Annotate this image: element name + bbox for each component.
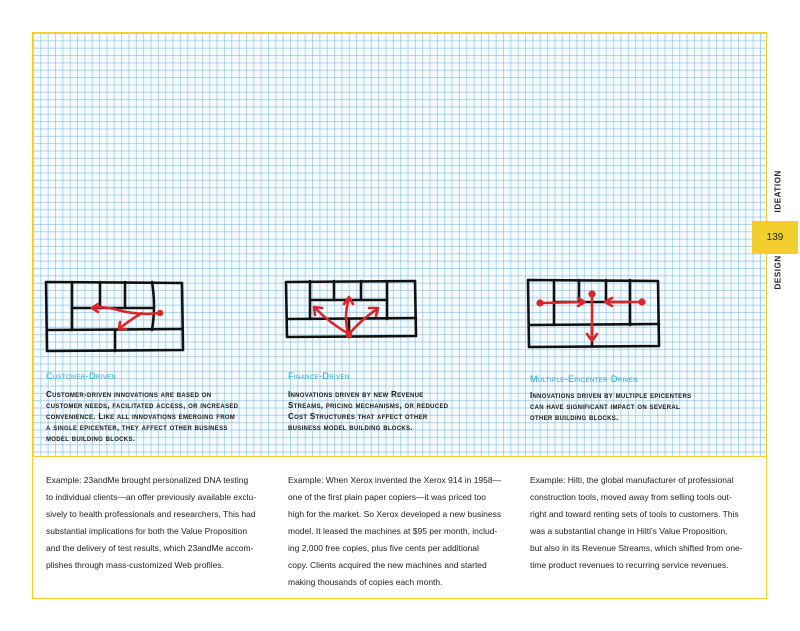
example-line: construction tools, moved away from selling tools out- (530, 492, 732, 502)
example-line: model. It leased the machines at $95 per month, includ- (288, 526, 498, 536)
category-description (288, 389, 508, 433)
section-divider (32, 456, 767, 457)
description-line: customer needs, facilitated access, or increased (46, 401, 239, 410)
page-number-badge: 139 (752, 221, 798, 254)
finance-driven-canvas-sketch (283, 276, 423, 348)
category-description (46, 389, 276, 444)
example-line: making thousands of copies each month. (288, 577, 443, 587)
description-line: Cost Structures that affect other (288, 412, 428, 421)
description-line: convenience. Like all innovations emerging from (46, 412, 236, 421)
epicenter-dot (638, 298, 645, 305)
example-line: to individual clients—an offer previously available exclu- (46, 492, 257, 502)
example-line: Example: Hilti, the global manufacturer of professional (530, 475, 734, 485)
tab-design[interactable]: DESIGN (773, 255, 783, 290)
example-text (46, 472, 276, 574)
description-line: Customer-driven innovations are based on (46, 390, 212, 399)
category-title: Customer-Driven (46, 371, 117, 381)
example-text (530, 472, 760, 574)
tab-ideation[interactable]: IDEATION (773, 170, 783, 213)
example-text (288, 472, 518, 591)
epicenter-dot (157, 310, 163, 316)
customer-driven-canvas-sketch (42, 276, 192, 358)
epicenter-dot (588, 290, 595, 297)
description-line: Innovations driven by multiple epicenters (530, 391, 692, 400)
description-line: other building blocks. (530, 413, 619, 422)
category-title: Finance-Driven (288, 371, 350, 381)
example-line: one of the first plain paper copiers—it was priced too (288, 492, 486, 502)
category-title: Multiple-Epicenter Driven (530, 374, 639, 384)
description-line: business model building blocks. (288, 423, 413, 432)
example-line: but also in its Revenue Streams, which shifted from one- (530, 543, 743, 553)
epicenter-dot (536, 299, 543, 306)
description-line: Innovations driven by new Revenue (288, 390, 424, 399)
example-line: copy. Clients acquired the new machines and started (288, 560, 487, 570)
description-line: a single epicenter, they affect other business (46, 423, 228, 432)
example-line: plishes through mass-customized Web profiles. (46, 560, 224, 570)
example-line: was a substantial change in Hilti's Value Proposition, (530, 526, 728, 536)
multiple-epicenter-canvas-sketch (524, 276, 666, 352)
example-line: high for the market. So Xerox developed a new business (288, 509, 502, 519)
example-line: and the delivery of test results, which 23andMe accom- (46, 543, 254, 553)
description-line: model building blocks. (46, 434, 136, 443)
category-description (530, 390, 750, 423)
example-line: substantial implications for both the Value Proposition (46, 526, 248, 536)
example-line: time product revenues to recurring service revenues. (530, 560, 729, 570)
example-line: ing 2,000 free copies, plus five cents per additional (288, 543, 479, 553)
example-line: Example: 23andMe brought personalized DNA testing (46, 475, 249, 485)
epicenter-dot (346, 332, 353, 339)
description-line: can have significant impact on several (530, 402, 680, 411)
example-line: right and toward renting sets of tools to customers. This (530, 509, 739, 519)
example-line: sively to health professionals and researchers, This had (46, 509, 256, 519)
description-line: Streams, pricing mechanisms, or reduced (288, 401, 449, 410)
example-line: Example: When Xerox invented the Xerox 914 in 1958— (288, 475, 502, 485)
